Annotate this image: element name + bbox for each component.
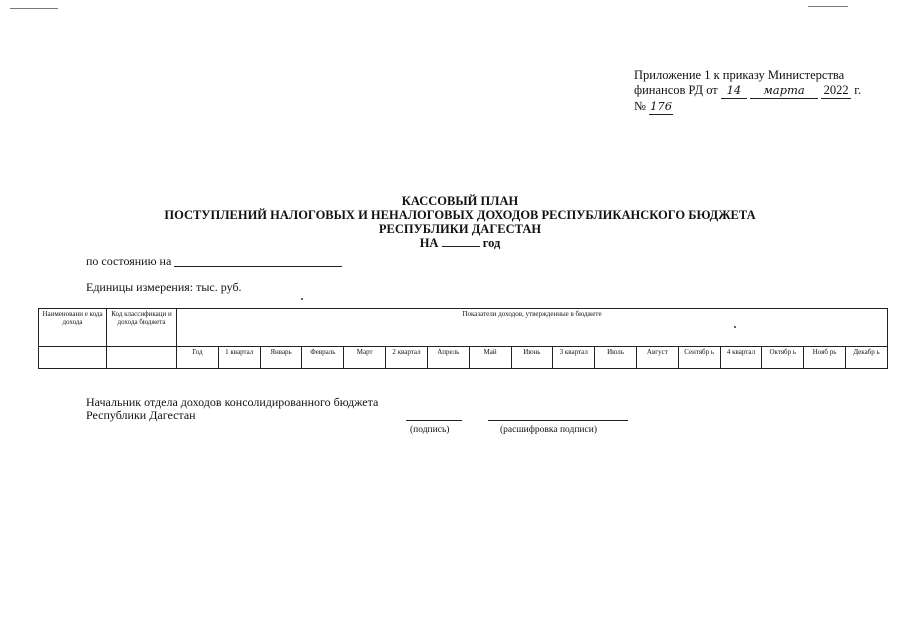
appendix-line3: № 176 xyxy=(634,99,673,113)
period-header-cell: Нояб рь xyxy=(804,347,846,369)
period-header-cell: Май xyxy=(469,347,511,369)
period-row-code-cell xyxy=(107,347,177,369)
period-header-cell: Год xyxy=(177,347,219,369)
period-header-cell: Сентябр ь xyxy=(678,347,720,369)
period-header-cell: Апрель xyxy=(427,347,469,369)
title-line2: ПОСТУПЛЕНИЙ НАЛОГОВЫХ И НЕНАЛОГОВЫХ ДОХОДОВ РЕСПУБЛИКАНСКОГО БЮДЖЕТА xyxy=(164,208,756,222)
appendix-line1: Приложение 1 к приказу Министерства xyxy=(634,68,845,82)
period-header-cell: 1 квартал xyxy=(218,347,260,369)
appendix-note xyxy=(634,68,874,115)
cash-plan-table xyxy=(38,308,888,369)
as-of-label: по состоянию на xyxy=(86,254,172,268)
period-header-cell: 3 квартал xyxy=(553,347,595,369)
decoding-caption: (расшифровка подписи) xyxy=(500,425,597,435)
signatory-block xyxy=(86,396,378,422)
title-line4: НА год xyxy=(419,236,501,250)
period-header-cell: Декабр ь xyxy=(846,347,888,369)
scan-dot xyxy=(301,298,303,300)
signatory-organization: Республики Дагестан xyxy=(86,408,196,422)
units-label: Единицы измерения: тыс. руб. xyxy=(86,280,242,294)
title-line1: КАССОВЫЙ ПЛАН xyxy=(401,194,519,208)
scan-mark-left xyxy=(10,8,58,9)
period-header-cell: Январь xyxy=(260,347,302,369)
period-header-cell: Февраль xyxy=(302,347,344,369)
header-income-name: Наименовани е кода дохода xyxy=(39,309,107,347)
signatory-position: Начальник отдела доходов консолидированного бюджета xyxy=(86,395,379,409)
appendix-month: марта xyxy=(750,83,818,99)
period-row-name-cell xyxy=(39,347,107,369)
period-header-cell: Июнь xyxy=(511,347,553,369)
period-header-cell: Август xyxy=(636,347,678,369)
appendix-number: 176 xyxy=(650,99,673,113)
period-header-cell: 2 квартал xyxy=(386,347,428,369)
appendix-line2: финансов РД от 14 марта 2022 г. xyxy=(634,83,862,97)
as-of-blank xyxy=(174,256,342,267)
signature-caption: (подпись) xyxy=(410,425,450,435)
decoding-line xyxy=(488,420,628,421)
as-of-field xyxy=(86,254,342,269)
period-header-cell: Март xyxy=(344,347,386,369)
scan-mark-right xyxy=(808,6,848,7)
appendix-day: 14 xyxy=(721,83,747,99)
appendix-year: 2022 xyxy=(821,83,851,99)
document-title xyxy=(130,194,790,250)
title-line3: РЕСПУБЛИКИ ДАГЕСТАН xyxy=(378,222,542,236)
period-header-cell: Октябр ь xyxy=(762,347,804,369)
period-header-cell: Июль xyxy=(595,347,637,369)
header-indicators-group: Показатели доходов, утвержденные в бюджете xyxy=(177,309,888,347)
header-code: Код классификаци и дохода бюджета xyxy=(107,309,177,347)
period-header-cell: 4 квартал xyxy=(720,347,762,369)
year-blank xyxy=(442,236,480,247)
signature-line xyxy=(406,420,462,421)
